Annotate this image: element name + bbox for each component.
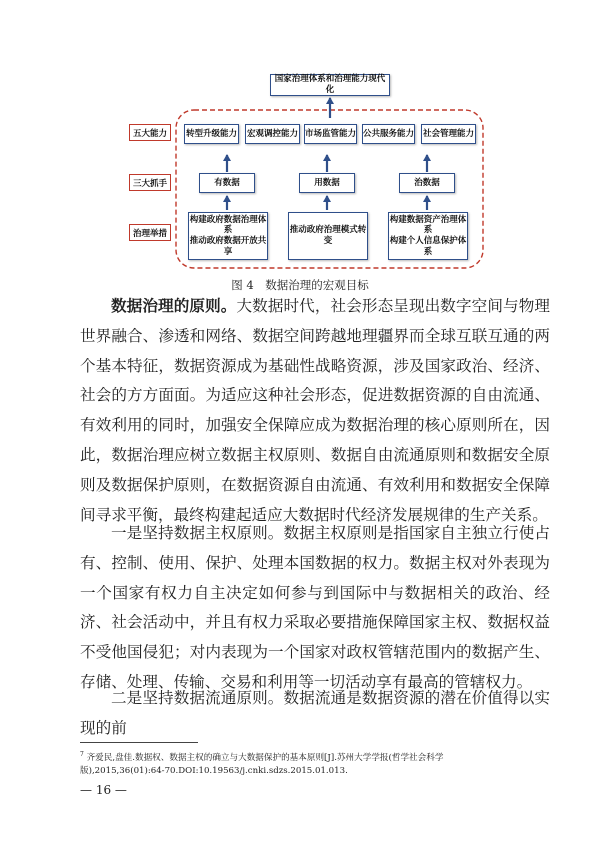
top-goal-box	[270, 74, 390, 96]
paragraph-circulation: 二是坚持数据流通原则。数据流通是数据资源的潜在价值得以实现的前	[80, 689, 550, 737]
lever-box: 用数据	[299, 173, 355, 193]
paragraph-principles: 数据治理的原则。大数据时代，社会形态呈现出数字空间与物理世界融合、渗透和网络、数据空间跨越地理疆界而全球互联互通的两个基本特征，数据资源成为基础性战略资源，涉及国家政治、经济、社会的方方面面。为适应这种社会形态，促进数据资源的自由流通、有效利用的同时，加强安全保障应成为数据治理的核心原则所在，因此，数据治理应树立数据主权原则、数据自由流通原则和数据安全原则及数据保护原则，在数据资源自由流通、有效利用和数据安全保障间寻求平衡，最终构建起适应大数据时代经济发展规律的生产关系。	[80, 297, 550, 524]
row-label-measures: 治理举措	[129, 224, 171, 241]
capability-box: 宏观调控能力	[245, 124, 300, 144]
footnote-divider	[80, 742, 198, 743]
capability-box: 公共服务能力	[362, 124, 415, 144]
row-label-levers: 三大抓手	[129, 174, 171, 191]
capability-box: 市场监管能力	[304, 124, 357, 144]
row-label-capabilities: 五大能力	[129, 124, 171, 141]
figure-caption: 图 4 数据治理的宏观目标	[231, 278, 369, 292]
capability-box: 转型升级能力	[184, 124, 239, 144]
measure-box: 推动政府治理模式转变	[288, 212, 368, 260]
macro-goal-diagram	[0, 0, 600, 300]
capability-box: 社会管理能力	[421, 124, 476, 144]
footnote: $^7$ 齐爱民,盘佳.数据权、数据主权的确立与大数据保护的基本原则[J].苏州大学学报(哲学社会科学版),2015,36(01):64-70.DOI:10.19563/j.cnki.sdzs.2015.01.013.	[80, 751, 444, 776]
paragraph-sovereignty: 一是坚持数据主权原则。数据主权原则是指国家自主独立行使占有、控制、使用、保护、处理本国数据的权力。数据主权对外表现为一个国家有权力自主决定如何参与到国际中与数据相关的政治、经济、社会活动中，并且有权力采取必要措施保障国家主权、数据权益不受他国侵犯；对内表现为一个国家对政权管辖范围内的数据产生、存储、处理、传输、交易和利用等一切活动享有最高的管辖权力。	[80, 524, 550, 691]
lever-box: 有数据	[199, 173, 255, 193]
measure-box: 构建政府数据治理体系 推动政府数据开放共享	[188, 212, 268, 260]
measure-box: 构建数据资产治理体系 构建个人信息保护体系	[388, 212, 468, 260]
page-number: — 16 —	[80, 783, 127, 797]
top-goal-label: 国家治理体系和治理能力现代化	[274, 74, 386, 95]
lever-box: 治数据	[399, 173, 455, 193]
paragraph-heading: 数据治理的原则。	[111, 297, 237, 315]
